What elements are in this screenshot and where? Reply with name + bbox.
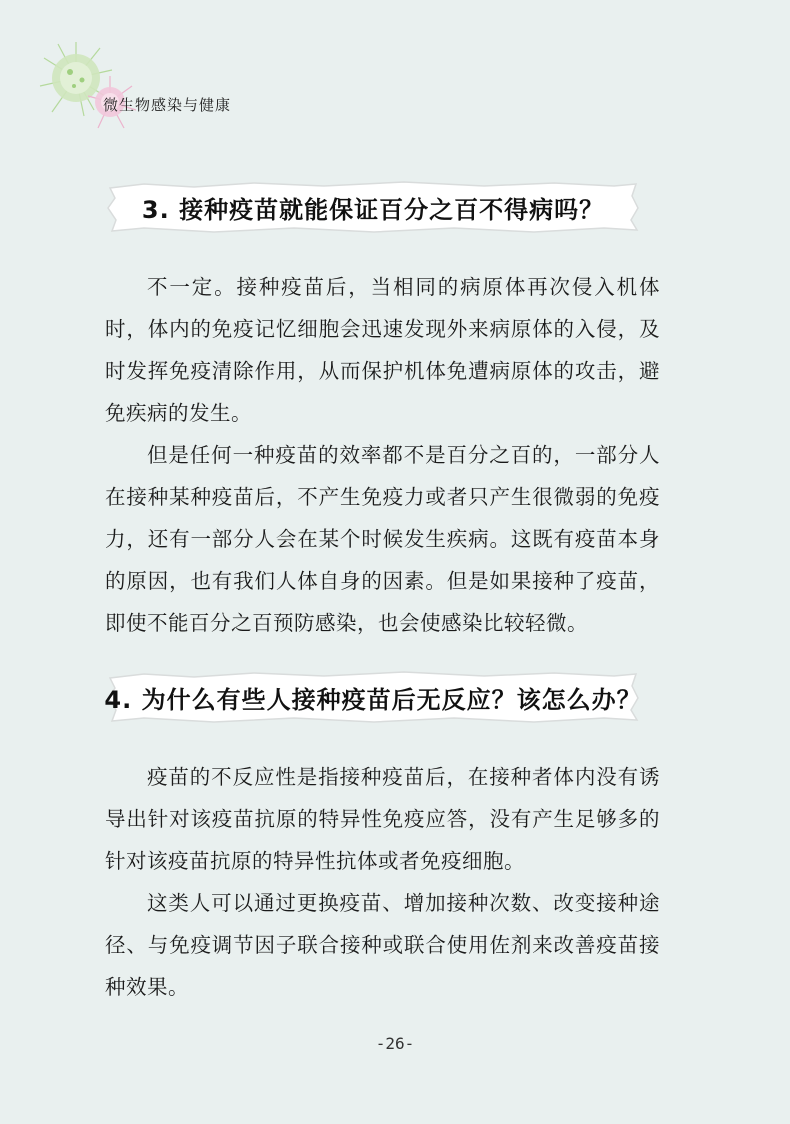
question-banner [104,178,642,236]
question-banner [104,668,642,726]
answer-paragraph: 不一定。接种疫苗后，当相同的病原体再次侵入机体时，体内的免疫记忆细胞会迅速发现外来病原体的入侵，及时发挥免疫清除作用，从而保护机体免遭病原体的攻击，避免疾病的发生。 [105,275,660,425]
microbe-icon [38,40,138,130]
answer-paragraph: 这类人可以通过更换疫苗、增加接种次数、改变接种途径、与免疫调节因子联合接种或联合使用佐剂来改善疫苗接种效果。 [105,891,660,999]
question-heading: 4. 为什么有些人接种疫苗后无反应？该怎么办？ [104,685,642,714]
running-header: 微生物感染与健康 [103,96,232,114]
question-heading: 3. 接种疫苗就能保证百分之百不得病吗？ [141,195,605,224]
answer-paragraph: 疫苗的不反应性是指接种疫苗后，在接种者体内没有诱导出针对该疫苗抗原的特异性免疫应答，没有产生足够多的针对该疫苗抗原的特异性抗体或者免疫细胞。 [105,765,660,873]
answer-paragraph: 但是任何一种疫苗的效率都不是百分之百的，一部分人在接种某种疫苗后，不产生免疫力或者只产生很微弱的免疫力，还有一部分人会在某个时候发生疾病。这既有疫苗本身的原因，也有我们人体自身的因素。但是如果接种了疫苗，即使不能百分之百预防感染，也会使感染比较轻微。 [105,443,660,635]
page-number: -26- [375,1034,415,1053]
